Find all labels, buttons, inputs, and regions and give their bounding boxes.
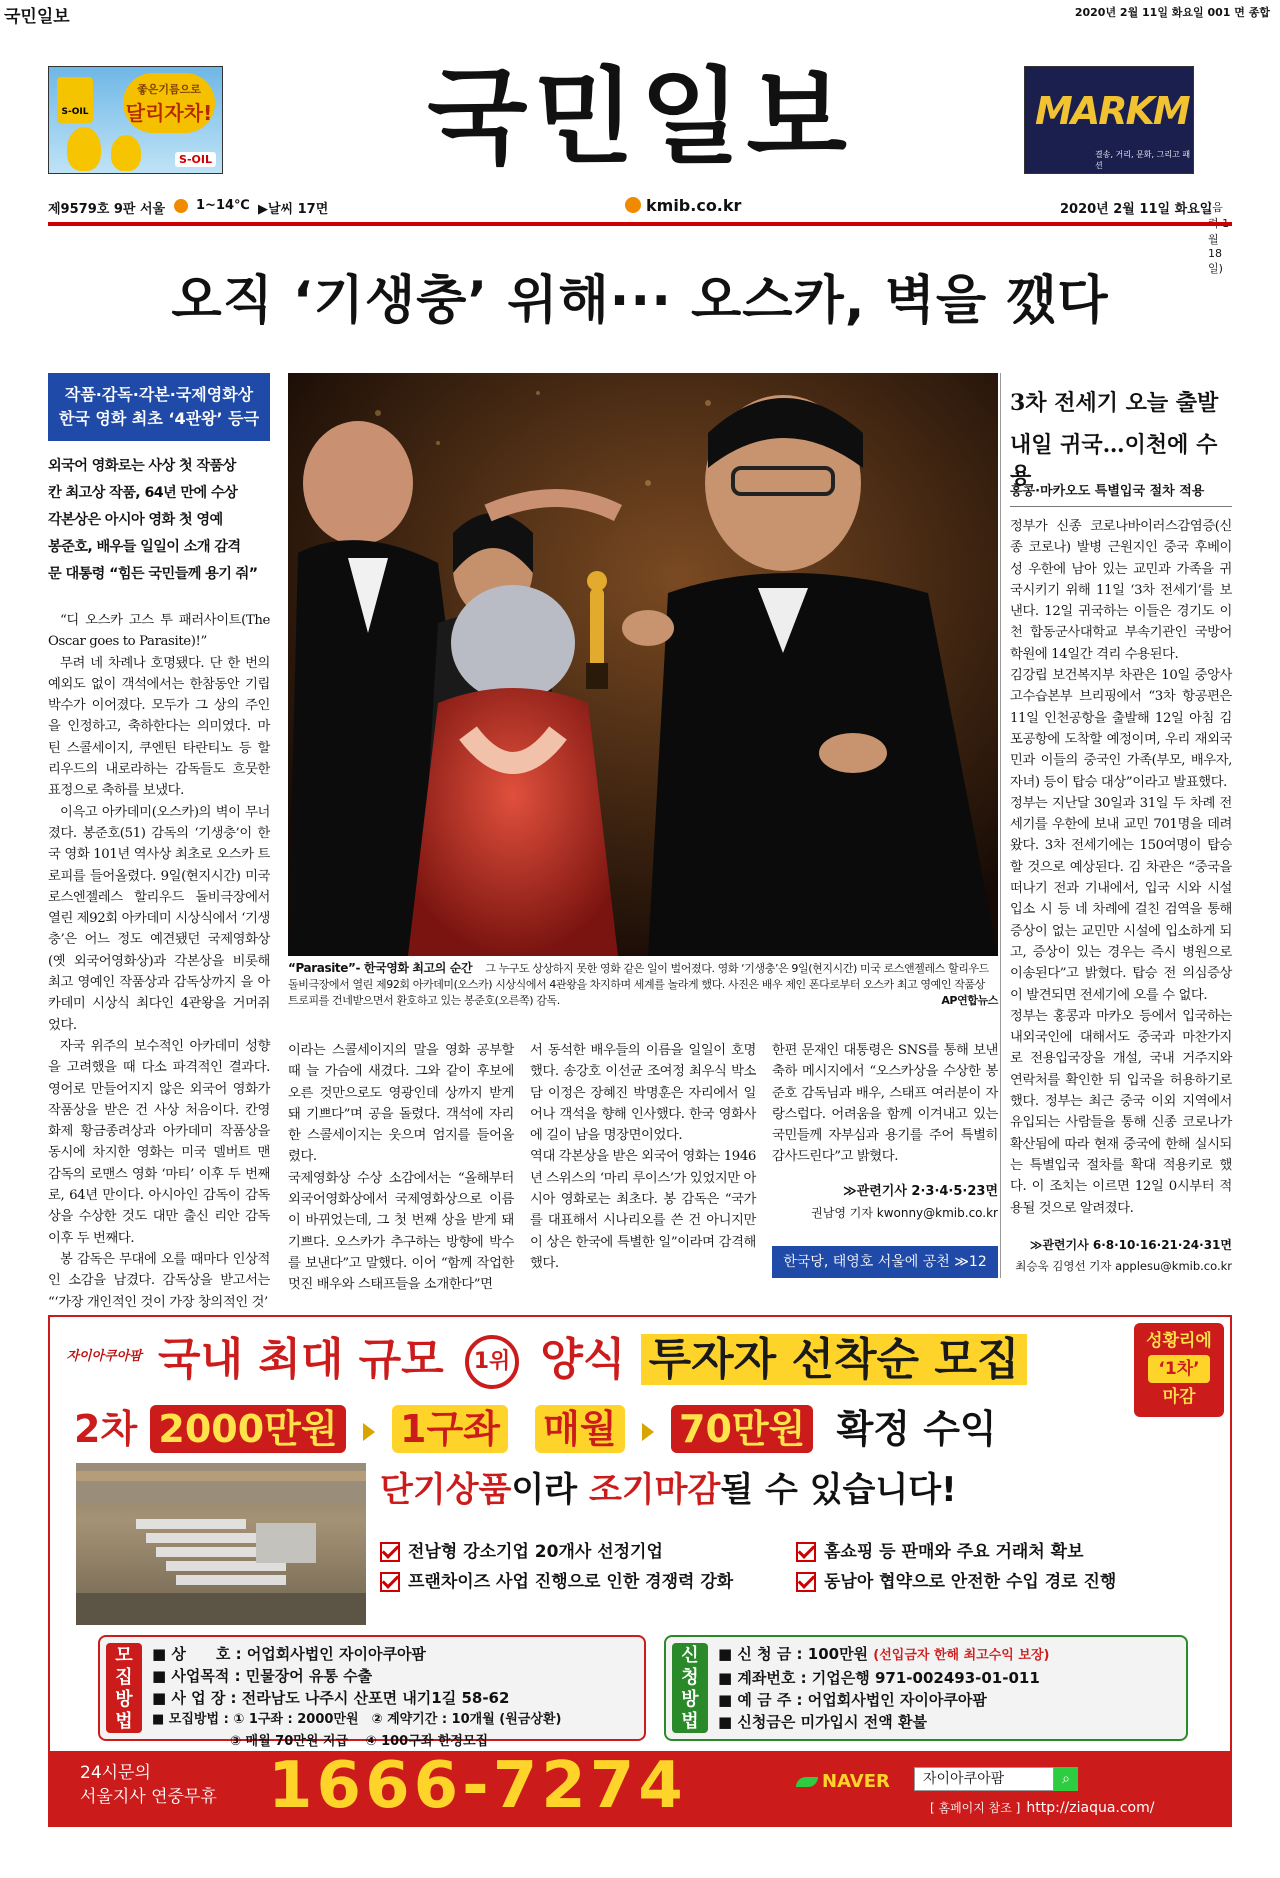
masthead-divider — [48, 222, 1232, 226]
mascot-icon — [111, 135, 141, 171]
subhead: 칸 최고상 작품, 64년 만에 수상 — [48, 485, 238, 501]
check-item: 동남아 협약으로 안전한 수입 경로 진행 — [796, 1567, 1216, 1597]
subhead: 각본상은 아시아 영화 첫 영예 — [48, 512, 223, 528]
naver-logo — [796, 1771, 890, 1792]
ad-phone[interactable]: 1666-7274 — [268, 1749, 687, 1823]
ad-short-term: 단기상품 — [380, 1470, 512, 1510]
checkbox-icon — [380, 1572, 400, 1592]
weather-temp: 1~14℃ — [196, 198, 250, 213]
checkbox-icon — [380, 1542, 400, 1562]
ad-info-right-tag — [672, 1643, 708, 1733]
ad-left-soil[interactable] — [48, 66, 223, 174]
info-line: ■ 사 업 장 : 전라남도 나주시 산포면 내기1길 58-62 — [152, 1689, 510, 1707]
issue-date: 2020년 2월 11일 화요일 — [1060, 202, 1213, 217]
ad-early-close: 조기마감 — [588, 1470, 721, 1510]
ad-info-left-tag-text: 모집방법 — [115, 1645, 133, 1732]
mid-byline: 권남영 기자 kwonny@kmib.co.kr — [811, 1206, 998, 1220]
naver-search-box[interactable] — [914, 1767, 1054, 1791]
globe-icon — [625, 197, 641, 213]
ad-stamp-1: 성황리에 — [1146, 1331, 1212, 1351]
subhead: 문 대통령 “힘든 국민들께 용기 줘” — [48, 566, 258, 582]
weather-page[interactable]: ▶날씨 17면 — [258, 202, 329, 217]
mascot-icon — [67, 127, 101, 171]
check-item: 전남형 강소기업 20개사 선정기업 — [380, 1537, 800, 1567]
check-item: 홈쇼핑 등 판매와 주요 거래처 확보 — [796, 1537, 1216, 1567]
ad-left-line1: 좋은기름으로 — [137, 83, 201, 96]
ad-left-badge — [57, 77, 93, 123]
right-article-body: 정부가 신종 코로나바이러스감염증(신종 코로나) 발병 근원지인 중국 후베이성 우한에 남아 있는 교민과 가족을 귀국시키기 위해 11일 ‘3차 전세기’를 보낸다. 12일 귀국하는 이들은 경기도 이천 합동군사대학교 부속기관인 국방어학원에 14일간 격리 수용된다. 김강립 보건복지부 차관은 10일 중앙사고수습본부 브리핑에서 “3차 항공편은 11일 인천공항을 출발해 12일 아침 김포공항에 도착할 예정이며, 우리 재외국민과 이들의 중국인 가족(부모, 배우자, 자녀) 등이 탑승 대상”이라고 발표했다. 정부는 지난달 30일과 31일 두 차례 전세기를 우한에 보내 교민 701명을 데려왔다. 3차 전세기에는 150여명이 탑승할 것으로 예상된다. 김 차관은 “중국을 떠나기 전과 기내에서, 입국 시와 시설 입소 시 등 네 차례에 걸친 검역을 통해 증상이 없는 교민만 시설에 입소하게 되고, 증상이 있는 경우는 즉시 병원으로 이송된다”고 밝혔다. 탑승 전 의심증상이 발견되면 전세기에 오를 수 없다. 정부는 홍콩과 마카오 등에서 입국하는 내외국인에 대해서도 중국과 마찬가지로 전용입국장을 개설, 국내 거주지와 연락처를 확인한 뒤 입국을 허용하기로 했다. 정부는 최근 중국 이외 지역에서 유입되는 사람들을 통해 신종 코로나가 확산됨에 따라 현재 중국에 한해 실시되는 특별입국 절차를 확대 적용키로 했다. 이 조치는 이르면 12일 0시부터 적용될 것으로 알려졌다. — [1010, 519, 1232, 1216]
oscar-photo-illustration — [288, 373, 998, 956]
bottom-advertisement[interactable] — [48, 1315, 1232, 1827]
search-icon[interactable]: ⌕ — [1054, 1767, 1078, 1791]
check-item: 프랜차이즈 사업 진행으로 인한 경쟁력 강화 — [380, 1567, 800, 1597]
para: 봉 감독은 무대에 오를 때마다 인상적인 소감을 남겼다. 감독상을 받고서는 “‘가장 개인적인 것이 가장 창의적인 것’ — [48, 1251, 270, 1310]
right-subhead: 홍콩·마카오도 특별입국 절차 적용 — [1010, 484, 1205, 499]
ad-unit: 1구좌 — [392, 1405, 508, 1453]
farm-aerial-illustration — [76, 1463, 366, 1625]
info-line: ■ 계좌번호 : 기업은행 971-002493-01-011 — [718, 1669, 1040, 1687]
ad-headline-c: 투자자 선착순 모집 — [641, 1334, 1028, 1385]
ad-headline-a: 국내 최대 규모 — [158, 1334, 444, 1385]
right-related[interactable]: ≫관련기사 6·8·10·16·21·24·31면 — [1029, 1238, 1232, 1252]
left-box-line2: 한국 영화 최초 ‘4관왕’ 등극 — [58, 409, 260, 428]
ad-stamp-2: ‘1차’ — [1148, 1355, 1210, 1383]
naver-leaf-icon — [796, 1777, 818, 1787]
ad-row2 — [74, 1405, 1124, 1453]
para: 이윽고 아카데미(오스카)의 벽이 무너졌다. 봉준호(51) 감독의 ‘기생충’이 한국 영화 101년 역사상 최초로 오스카 트로피를 들어올렸다. 9일(현지시간) 미국 로스엔젤레스 할리우드 돌비극장에서 열린 제92회 아카데미 시상식에서 ‘기생충’은 어느 정도 예견됐던 국제영화상(옛 외국어영화상)과 각본상을 비롯해 최고 영예인 작품상과 감독상까지 을 아카데미 시상식 최다인 4관왕을 거머쥐었다. — [48, 804, 270, 1033]
para: “디 오스카 고스 투 패러사이트(The Oscar goes to Parasite)!” — [48, 613, 270, 650]
right-sub-rule — [1010, 506, 1232, 507]
ad-left-slogan — [123, 73, 215, 133]
ad-rank: 1위 — [473, 1349, 511, 1374]
homepage-url[interactable]: http://ziaqua.com/ — [1026, 1800, 1155, 1816]
ad-footer-left2: 서울지사 연중무휴 — [80, 1787, 217, 1807]
weather-city: 서울 — [140, 202, 166, 217]
info-line: ■ 예 금 주 : 어업회사법인 자이아쿠아팜 — [718, 1691, 987, 1709]
main-headline[interactable]: 오직 ‘기생충’ 위해··· 오스카, 벽을 깼다 — [171, 271, 1109, 331]
right-title-2[interactable]: 내일 귀국…이천에 수용 — [1010, 432, 1218, 489]
info-line: ■ 신청금은 미가입시 전액 환불 — [718, 1713, 927, 1731]
search-input[interactable]: 자이아쿠아팜 — [923, 1771, 1005, 1787]
arrow-right-icon — [642, 1423, 654, 1441]
ad-right-markm[interactable] — [1024, 66, 1194, 174]
info-bar — [48, 192, 1232, 275]
top-right-info: 2020년 2월 11일 화요일 001 면 종합 — [1074, 6, 1270, 19]
subhead: 외국어 영화로는 사상 첫 작품상 — [48, 458, 236, 474]
ad-footer — [50, 1751, 1230, 1825]
info-line: ■ 모집방법 : ① 1구좌 : 2000만원 ② 계약기간 : 10개월 (원금상환) — [152, 1712, 562, 1727]
mid-col-3: 한편 문재인 대통령은 SNS를 통해 보낸 축하 메시지에서 “오스카상을 수상한 봉준호 감독님과 배우, 스태프 여러분이 자랑스럽다. 어려움을 함께 이겨내고 있는 국민들께 자부심과 용기를 주어 특별히 감사드린다”고 밝혔다. — [772, 1043, 998, 1165]
ad-left-line2: 달리자차! — [125, 101, 213, 125]
ad-right-tagline: 결송, 거리, 문화, 그리고 패션 — [1095, 150, 1191, 170]
ad-rank-badge — [465, 1335, 519, 1389]
left-box-line1: 작품·감독·각본·국제영화상 — [64, 385, 254, 404]
site-url[interactable]: kmib.co.kr — [646, 196, 742, 215]
ad-headline-b: 양식 — [540, 1334, 626, 1385]
right-byline: 최승욱 김영선 기자 applesu@kmib.co.kr — [1015, 1259, 1232, 1273]
oscar-photo[interactable] — [288, 373, 998, 956]
ad-homepage[interactable] — [930, 1799, 1154, 1816]
ad-info-right — [664, 1635, 1188, 1741]
subhead: 봉준호, 배우들 일일이 소개 감격 — [48, 539, 241, 555]
ad-left-brand-small: S-OIL — [175, 152, 216, 167]
photo-caption-text: 그 누구도 상상하지 못한 영화 같은 일이 벌어졌다. 영화 ‘기생충’은 9일(현지시간) 미국 로스앤젤레스 할리우드 돌비극장에서 열린 제92회 아카데미(오스카) 시상식에서 4관왕을 차지하며 세계를 놀라게 했다. 사진은 배우 제인 폰다로부터 오스카 최고 영예인 작품상 트로피를 건네받으면서 환호하고 있는 봉준호(오른쪽) 감독. — [288, 962, 989, 1007]
right-title-1[interactable]: 3차 전세기 오늘 출발 — [1010, 390, 1219, 416]
mid-col-1: 이라는 스콜세이지의 말을 영화 공부할 때 늘 가슴에 새겼다. 그와 같이 후보에 오른 것만으로도 영광인데 상까지 받게 돼 기쁘다”며 공을 돌렸다. 객석에 자리한 스콜세이지는 웃으며 엄지를 들어올렸다. 국제영화상 수상 소감에서는 “올해부터 외국어영화상에서 국제영화상으로 이름이 바뀌었는데, 그 첫 번째 상을 받게 돼 기쁘다. 오스카가 추구하는 방향에 박수를 보낸다”고 말했다. 이어 “함께 작업한 멋진 배우와 스태프들을 소개한다”면 — [288, 1043, 514, 1293]
ad-round: 2차 — [74, 1407, 138, 1451]
right-col-rule — [1000, 373, 1001, 1278]
left-article-body — [48, 610, 270, 1310]
ad-amount: 2000만원 — [150, 1405, 345, 1453]
ad-footer-left — [80, 1761, 217, 1809]
left-subheads — [48, 453, 270, 588]
masthead-title: 국민일보 — [427, 55, 853, 178]
left-box-headline — [48, 373, 270, 441]
ad-brand-logo — [58, 1327, 150, 1387]
ad-footer-left1: 24시문의 — [80, 1763, 151, 1783]
ad-info-right-tag-text: 신청방법 — [681, 1645, 699, 1732]
ad-info-left-tag — [106, 1643, 142, 1733]
arrow-right-icon — [363, 1423, 375, 1441]
ad-brand: 자이아쿠아팜 — [66, 1349, 142, 1364]
photo-credit: AP연합뉴스 — [941, 994, 998, 1007]
ad-monthly: 매월 — [535, 1405, 624, 1453]
sun-icon — [174, 199, 188, 213]
ad-guaranteed: 확정 수익 — [836, 1407, 997, 1451]
para: 무려 네 차례나 호명됐다. 단 한 번의 예외도 없이 객석에서는 한참동안 기립박수가 이어졌다. 모두가 그 상의 주인을 인정하고, 축하한다는 의미였다. 마틴 스콜세이지, 쿠엔틴 타란티노 등 할리우드의 내로라하는 감독들도 흐뭇한 표정으로 축하를 보냈다. — [48, 655, 270, 799]
ad-left-brand: S-OIL — [61, 107, 89, 117]
farm-aerial-photo — [76, 1463, 366, 1625]
ad-row3 — [380, 1467, 1220, 1513]
info-line: ■ 사업목적 : 민물장어 유통 수출 — [152, 1667, 373, 1685]
info-line: ■ 상 호 : 어업회사법인 자이아쿠아팜 — [152, 1645, 426, 1663]
checkbox-icon — [796, 1542, 816, 1562]
ad-info-left — [98, 1635, 646, 1749]
issue-number: 제9579호 9판 — [48, 202, 136, 217]
ad-row3-d: 될 수 있습니다! — [720, 1470, 957, 1510]
photo-caption-title: “Parasite”- 한국영화 최고의 순간 — [288, 961, 473, 975]
ad-row3-b: 이라 — [511, 1470, 578, 1510]
mid-col-2: 서 동석한 배우들의 이름을 일일이 호명했다. 송강호 이선균 조여정 최우식 박소담 이정은 장혜진 박명훈은 자리에서 일어나 객석을 향해 인사했다. 한국 영화사에 길이 남을 명장면이었다. 역대 각본상을 받은 외국어 영화는 1946년 스위스의 ‘마리 루이스’가 있었지만 아시아 영화로는 최초다. 봉 감독은 “국가를 대표해서 시나리오를 쓴 건 아니지만 이 상은 한국에 특별한 일”이라며 감격해했다. — [530, 1043, 756, 1271]
naver-text: NAVER — [822, 1771, 890, 1792]
ad-return: 70만원 — [671, 1405, 813, 1453]
ad-headline — [158, 1329, 1098, 1395]
top-left-title: 국민일보 — [4, 7, 70, 27]
para: 자국 위주의 보수적인 아카데미 성향을 고려했을 때 다소 파격적인 결과다. 영어로 만들어지지 않은 외국어 영화가 작품상을 받은 건 사상 처음이다. 칸영화제 황금종려상과 아카데미 작품상을 동시에 차지한 영화는 미국 델버트 맨 감독의 로맨스 영화 ‘마티’ 이후 두 번째로, 64년 만이다. 아시아인 감독이 감독상을 수상한 것도 대만 출신 리안 감독 이후 두 번째다. — [48, 1038, 270, 1246]
homepage-label: [ 홈페이지 참조 ] — [930, 1801, 1021, 1815]
info-line: ③ 매월 70만원 지급 ④ 100구좌 한정모집 — [152, 1734, 489, 1749]
mid-related[interactable]: ≫관련기사 2·3·4·5·23면 — [843, 1184, 998, 1199]
info-line: ■ 신 청 금 : 100만원 (선입금자 한해 최고수익 보장) — [718, 1645, 1050, 1663]
ad-stamp-3: 마감 — [1162, 1387, 1196, 1407]
ad-stamp — [1134, 1323, 1224, 1417]
photo-caption — [288, 960, 998, 1010]
mid-promo-box[interactable]: 한국당, 태영호 서울에 공천 ≫12 — [772, 1246, 998, 1278]
checkbox-icon — [796, 1572, 816, 1592]
top-strip — [0, 0, 1280, 27]
lunar-date: (음 월 18일) — [1208, 201, 1223, 275]
ad-right-logo: MARKM — [1035, 89, 1189, 133]
